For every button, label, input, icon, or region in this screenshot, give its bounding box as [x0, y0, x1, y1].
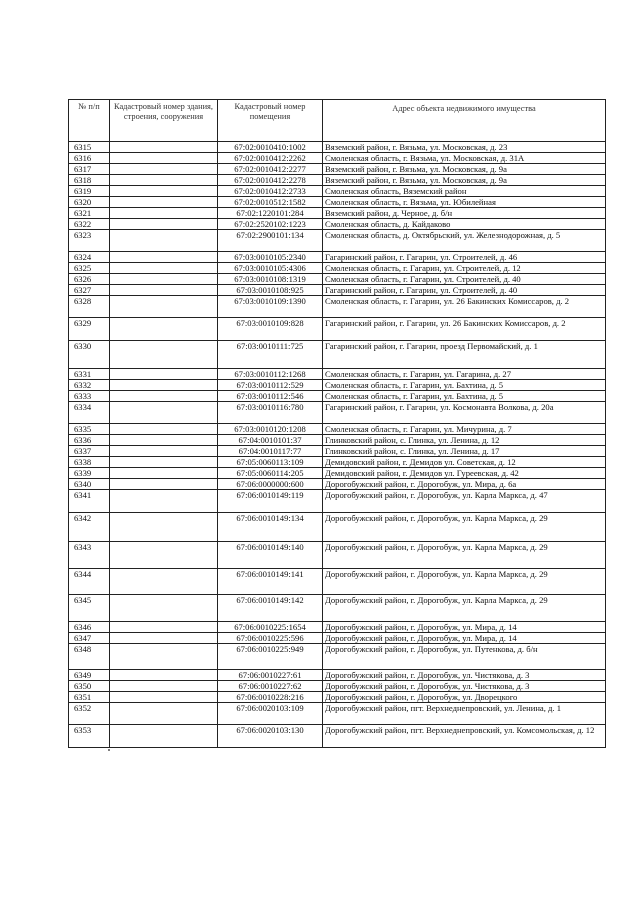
building-cadastral-cell — [110, 274, 218, 285]
address-cell: Дорогобужский район, г. Дорогобуж, ул. Путенкова, д. б/н — [323, 644, 606, 670]
address-cell: Гагаринский район, г. Гагарин, ул. Строителей, д. 40 — [323, 285, 606, 296]
building-cadastral-cell — [110, 446, 218, 457]
table-row — [69, 164, 606, 175]
address-cell: Вяземский район, г. Вязьма, ул. Московская, д. 23 — [323, 142, 606, 153]
address-cell: Дорогобужский район, г. Дорогобуж, ул. Карла Маркса, д. 29 — [323, 595, 606, 622]
row-number: 6329 — [69, 318, 110, 341]
address-cell: Дорогобужский район, г. Дорогобуж, ул. Карла Маркса, д. 29 — [323, 542, 606, 569]
address-cell: Дорогобужский район, г. Дорогобуж, ул. Мира, д. 14 — [323, 633, 606, 644]
address-cell: Смоленская область, г. Гагарин, ул. Бахтина, д. 5 — [323, 380, 606, 391]
premises-cadastral-cell: 67:06:0010225:1654 — [218, 622, 323, 633]
address-cell: Смоленская область, д. Октябрьский, ул. Железнодорожная, д. 5 — [323, 230, 606, 252]
premises-cadastral-cell: 67:06:0000000:600 — [218, 479, 323, 490]
row-number: 6330 — [69, 341, 110, 369]
row-number: 6335 — [69, 424, 110, 435]
address-cell: Смоленская область, г. Вязьма, ул. Московская, д. 31А — [323, 153, 606, 164]
building-cadastral-cell — [110, 595, 218, 622]
row-number: 6316 — [69, 153, 110, 164]
row-number: 6315 — [69, 142, 110, 153]
address-cell: Дорогобужский район, г. Дорогобуж, ул. Чистякова, д. 3 — [323, 681, 606, 692]
building-cadastral-cell — [110, 633, 218, 644]
building-cadastral-cell — [110, 285, 218, 296]
address-cell: Дорогобужский район, пгт. Верхнеднепровский, ул. Комсомольская, д. 12 — [323, 725, 606, 748]
table-row — [69, 692, 606, 703]
table-row — [69, 725, 606, 748]
row-number: 6327 — [69, 285, 110, 296]
row-number: 6353 — [69, 725, 110, 748]
building-cadastral-cell — [110, 153, 218, 164]
building-cadastral-cell — [110, 513, 218, 542]
row-number: 6324 — [69, 252, 110, 263]
building-cadastral-cell — [110, 164, 218, 175]
premises-cadastral-cell: 67:02:0010512:1582 — [218, 197, 323, 208]
building-cadastral-cell — [110, 230, 218, 252]
row-number: 6347 — [69, 633, 110, 644]
premises-cadastral-cell: 67:06:0010149:141 — [218, 569, 323, 595]
row-number: 6323 — [69, 230, 110, 252]
address-cell: Смоленская область, Вяземский район — [323, 186, 606, 197]
row-number: 6326 — [69, 274, 110, 285]
address-cell: Глинковский район, с. Глинка, ул. Ленина, д. 12 — [323, 435, 606, 446]
premises-cadastral-cell: 67:06:0010149:119 — [218, 490, 323, 513]
header-number: № п/п — [69, 100, 110, 142]
table-row — [69, 681, 606, 692]
premises-cadastral-cell: 67:06:0010225:949 — [218, 644, 323, 670]
row-number: 6337 — [69, 446, 110, 457]
building-cadastral-cell — [110, 263, 218, 274]
premises-cadastral-cell: 67:02:2900101:134 — [218, 230, 323, 252]
premises-cadastral-cell: 67:06:0010149:140 — [218, 542, 323, 569]
address-cell: Гагаринский район, г. Гагарин, ул. 26 Бакинских Комиссаров, д. 2 — [323, 318, 606, 341]
row-number: 6336 — [69, 435, 110, 446]
address-cell: Вяземский район, г. Вязьма, ул. Московская, д. 9а — [323, 175, 606, 186]
row-number: 6317 — [69, 164, 110, 175]
building-cadastral-cell — [110, 479, 218, 490]
address-cell: Вяземский район, д. Черное, д. б/н — [323, 208, 606, 219]
row-number: 6340 — [69, 479, 110, 490]
premises-cadastral-cell: 67:02:1220101:284 — [218, 208, 323, 219]
building-cadastral-cell — [110, 692, 218, 703]
row-number: 6352 — [69, 703, 110, 725]
premises-cadastral-cell: 67:03:0010120:1208 — [218, 424, 323, 435]
table-row — [69, 446, 606, 457]
building-cadastral-cell — [110, 252, 218, 263]
row-number: 6339 — [69, 468, 110, 479]
table-row — [69, 175, 606, 186]
row-number: 6321 — [69, 208, 110, 219]
table-row — [69, 468, 606, 479]
table-row — [69, 274, 606, 285]
table-row — [69, 296, 606, 318]
address-cell: Смоленская область, г. Гагарин, ул. 26 Бакинских Комиссаров, д. 2 — [323, 296, 606, 318]
building-cadastral-cell — [110, 175, 218, 186]
row-number: 6345 — [69, 595, 110, 622]
table-row — [69, 208, 606, 219]
row-number: 6343 — [69, 542, 110, 569]
premises-cadastral-cell: 67:03:0010105:4306 — [218, 263, 323, 274]
address-cell: Смоленская область, г. Вязьма, ул. Юбилейная — [323, 197, 606, 208]
building-cadastral-cell — [110, 622, 218, 633]
property-registry-table — [68, 99, 606, 748]
row-number: 6328 — [69, 296, 110, 318]
row-number: 6322 — [69, 219, 110, 230]
table-row — [69, 197, 606, 208]
address-cell: Дорогобужский район, г. Дорогобуж, ул. Чистякова, д. 3 — [323, 670, 606, 681]
premises-cadastral-cell: 67:05:0060113:109 — [218, 457, 323, 468]
table-row — [69, 424, 606, 435]
table-row — [69, 457, 606, 468]
premises-cadastral-cell: 67:06:0010227:61 — [218, 670, 323, 681]
row-number: 6325 — [69, 263, 110, 274]
table-row — [69, 391, 606, 402]
row-number: 6342 — [69, 513, 110, 542]
address-cell: Смоленская область, г. Гагарин, ул. Бахтина, д. 5 — [323, 391, 606, 402]
premises-cadastral-cell: 67:04:0010117:77 — [218, 446, 323, 457]
premises-cadastral-cell: 67:02:0010412:2262 — [218, 153, 323, 164]
building-cadastral-cell — [110, 391, 218, 402]
address-cell: Дорогобужский район, г. Дорогобуж, ул. Карла Маркса, д. 47 — [323, 490, 606, 513]
address-cell: Демидовский район, г. Демидов ул. Советская, д. 12 — [323, 457, 606, 468]
premises-cadastral-cell: 67:03:0010112:529 — [218, 380, 323, 391]
building-cadastral-cell — [110, 318, 218, 341]
address-cell: Дорогобужский район, г. Дорогобуж, ул. Карла Маркса, д. 29 — [323, 513, 606, 542]
table-row — [69, 402, 606, 424]
table-header-row — [69, 100, 606, 142]
header-address: Адрес объекта недвижимого имущества — [323, 100, 606, 142]
building-cadastral-cell — [110, 186, 218, 197]
address-cell: Дорогобужский район, пгт. Верхнеднепровский, ул. Ленина, д. 1 — [323, 703, 606, 725]
premises-cadastral-cell: 67:02:0010412:2278 — [218, 175, 323, 186]
premises-cadastral-cell: 67:06:0010149:134 — [218, 513, 323, 542]
row-number: 6333 — [69, 391, 110, 402]
table-row — [69, 670, 606, 681]
premises-cadastral-cell: 67:03:0010112:1268 — [218, 369, 323, 380]
header-building-cadastral: Кадастровый номер здания, строения, сооружения — [110, 100, 218, 142]
address-cell: Смоленская область, г. Гагарин, ул. Мичурина, д. 7 — [323, 424, 606, 435]
premises-cadastral-cell: 67:05:0060114:205 — [218, 468, 323, 479]
table-row — [69, 435, 606, 446]
row-number: 6346 — [69, 622, 110, 633]
address-cell: Гагаринский район, г. Гагарин, проезд Первомайский, д. 1 — [323, 341, 606, 369]
table-body — [69, 142, 606, 748]
address-cell: Дорогобужский район, г. Дорогобуж, ул. Мира, д. 14 — [323, 622, 606, 633]
table-row — [69, 219, 606, 230]
address-cell: Вяземский район, г. Вязьма, ул. Московская, д. 9а — [323, 164, 606, 175]
address-cell: Смоленская область, г. Гагарин, ул. Строителей, д. 40 — [323, 274, 606, 285]
premises-cadastral-cell: 67:06:0010227:62 — [218, 681, 323, 692]
building-cadastral-cell — [110, 341, 218, 369]
building-cadastral-cell — [110, 644, 218, 670]
premises-cadastral-cell: 67:04:0010101:37 — [218, 435, 323, 446]
address-cell: Дорогобужский район, г. Дорогобуж, ул. Дворецкого — [323, 692, 606, 703]
premises-cadastral-cell: 67:06:0020103:130 — [218, 725, 323, 748]
building-cadastral-cell — [110, 468, 218, 479]
table-row — [69, 252, 606, 263]
building-cadastral-cell — [110, 681, 218, 692]
table-row — [69, 703, 606, 725]
table-row — [69, 513, 606, 542]
building-cadastral-cell — [110, 670, 218, 681]
building-cadastral-cell — [110, 424, 218, 435]
building-cadastral-cell — [110, 219, 218, 230]
row-number: 6351 — [69, 692, 110, 703]
table-row — [69, 569, 606, 595]
premises-cadastral-cell: 67:03:0010112:546 — [218, 391, 323, 402]
table-row — [69, 230, 606, 252]
address-cell: Смоленская область, г. Гагарин, ул. Гагарина, д. 27 — [323, 369, 606, 380]
premises-cadastral-cell: 67:03:0010109:828 — [218, 318, 323, 341]
premises-cadastral-cell: 67:06:0020103:109 — [218, 703, 323, 725]
table-row — [69, 341, 606, 369]
row-number: 6338 — [69, 457, 110, 468]
building-cadastral-cell — [110, 490, 218, 513]
building-cadastral-cell — [110, 435, 218, 446]
row-number: 6334 — [69, 402, 110, 424]
address-cell: Смоленская область, г. Гагарин, ул. Строителей, д. 12 — [323, 263, 606, 274]
premises-cadastral-cell: 67:03:0010108:1319 — [218, 274, 323, 285]
premises-cadastral-cell: 67:06:0010225:596 — [218, 633, 323, 644]
address-cell: Дорогобужский район, г. Дорогобуж, ул. Мира, д. 6а — [323, 479, 606, 490]
table-row — [69, 595, 606, 622]
table-row — [69, 186, 606, 197]
premises-cadastral-cell: 67:03:0010109:1390 — [218, 296, 323, 318]
table-row — [69, 369, 606, 380]
table-row — [69, 542, 606, 569]
table-row — [69, 263, 606, 274]
row-number: 6341 — [69, 490, 110, 513]
table-row — [69, 490, 606, 513]
building-cadastral-cell — [110, 703, 218, 725]
row-number: 6331 — [69, 369, 110, 380]
premises-cadastral-cell: 67:06:0010228:216 — [218, 692, 323, 703]
premises-cadastral-cell: 67:06:0010149:142 — [218, 595, 323, 622]
building-cadastral-cell — [110, 380, 218, 391]
building-cadastral-cell — [110, 296, 218, 318]
table-row — [69, 285, 606, 296]
address-cell: Глинковский район, с. Глинка, ул. Ленина, д. 17 — [323, 446, 606, 457]
table-row — [69, 153, 606, 164]
building-cadastral-cell — [110, 208, 218, 219]
table-row — [69, 644, 606, 670]
row-number: 6320 — [69, 197, 110, 208]
building-cadastral-cell — [110, 542, 218, 569]
header-premises-cadastral: Кадастровый номер помещения — [218, 100, 323, 142]
table-row — [69, 633, 606, 644]
address-cell: Смоленская область, д. Кайдаково — [323, 219, 606, 230]
registry-page — [68, 99, 595, 748]
premises-cadastral-cell: 67:02:0010410:1002 — [218, 142, 323, 153]
building-cadastral-cell — [110, 402, 218, 424]
table-row — [69, 380, 606, 391]
row-number: 6350 — [69, 681, 110, 692]
premises-cadastral-cell: 67:03:0010116:780 — [218, 402, 323, 424]
address-cell: Демидовский район, г. Демидов ул. Гуреевская, д. 42 — [323, 468, 606, 479]
premises-cadastral-cell: 67:03:0010105:2340 — [218, 252, 323, 263]
table-row — [69, 479, 606, 490]
address-cell: Дорогобужский район, г. Дорогобуж, ул. Карла Маркса, д. 29 — [323, 569, 606, 595]
table-row — [69, 622, 606, 633]
scan-dot — [108, 749, 110, 751]
row-number: 6332 — [69, 380, 110, 391]
building-cadastral-cell — [110, 457, 218, 468]
table-row — [69, 142, 606, 153]
building-cadastral-cell — [110, 142, 218, 153]
premises-cadastral-cell: 67:03:0010108:925 — [218, 285, 323, 296]
address-cell: Гагаринский район, г. Гагарин, ул. Строителей, д. 46 — [323, 252, 606, 263]
premises-cadastral-cell: 67:03:0010111:725 — [218, 341, 323, 369]
building-cadastral-cell — [110, 725, 218, 748]
row-number: 6349 — [69, 670, 110, 681]
row-number: 6319 — [69, 186, 110, 197]
premises-cadastral-cell: 67:02:0010412:2733 — [218, 186, 323, 197]
address-cell: Гагаринский район, г. Гагарин, ул. Космонавта Волкова, д. 20а — [323, 402, 606, 424]
row-number: 6348 — [69, 644, 110, 670]
row-number: 6344 — [69, 569, 110, 595]
premises-cadastral-cell: 67:02:0010412:2277 — [218, 164, 323, 175]
building-cadastral-cell — [110, 369, 218, 380]
premises-cadastral-cell: 67:02:2520102:1223 — [218, 219, 323, 230]
table-row — [69, 318, 606, 341]
building-cadastral-cell — [110, 197, 218, 208]
building-cadastral-cell — [110, 569, 218, 595]
row-number: 6318 — [69, 175, 110, 186]
